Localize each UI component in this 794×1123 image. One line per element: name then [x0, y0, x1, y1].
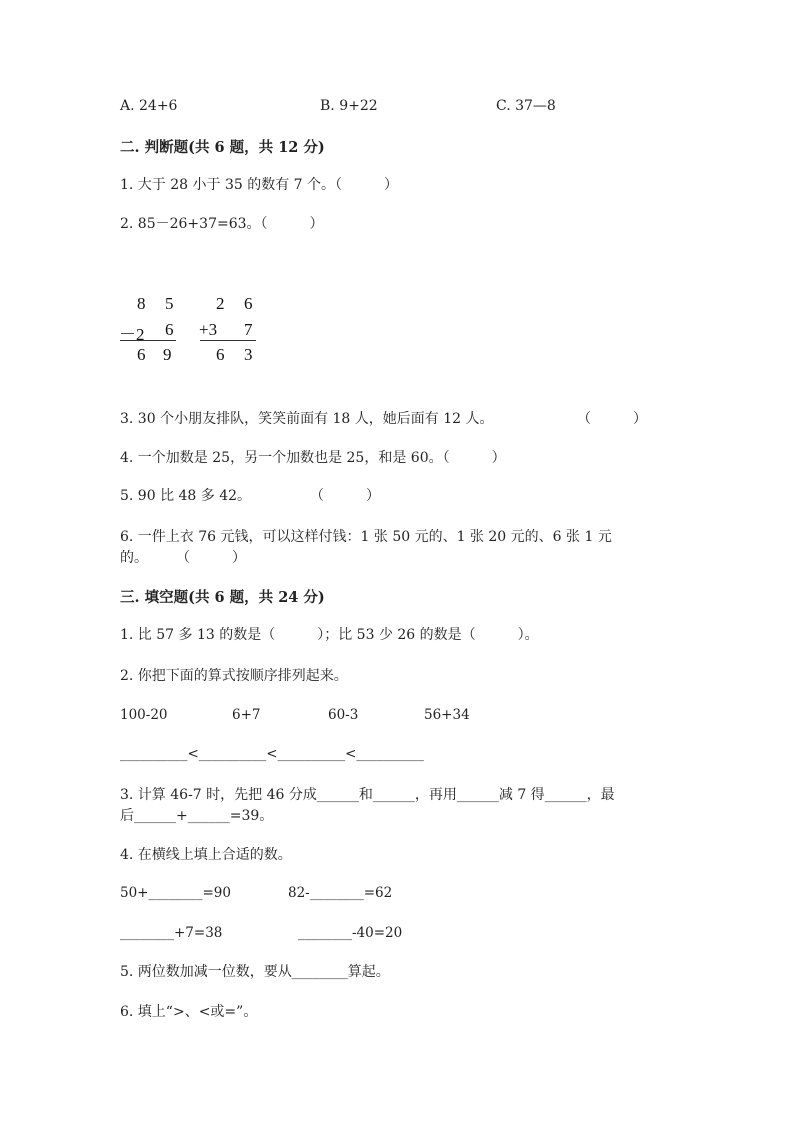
calculation-rule — [120, 340, 176, 341]
fill-blank-equation: 50+________=90 — [120, 885, 231, 901]
digit: 7 — [244, 320, 253, 339]
digit: 5 — [165, 294, 174, 313]
expression: 60-3 — [328, 707, 359, 723]
question-text: 3. 计算 46-7 时，先把 46 分成______和______，再用______减 7 得______，最 — [120, 787, 615, 803]
question-text: 2. 你把下面的算式按顺序排列起来。 — [120, 668, 348, 684]
fill-blank-equation: 82-________=62 — [288, 885, 393, 901]
answer-paren: （ ） — [577, 411, 647, 427]
digit: 6 — [165, 320, 174, 339]
question-text: 1. 比 57 多 13 的数是（ ）；比 53 少 26 的数是（ ）。 — [120, 627, 539, 643]
expression: 6+7 — [232, 707, 261, 723]
question-text: 1. 大于 28 小于 35 的数有 7 个。（ ） — [120, 177, 399, 193]
digit: 9 — [163, 345, 172, 364]
expression: 56+34 — [424, 707, 470, 723]
question-text: 6. 填上“>、<或=”。 — [120, 1004, 258, 1020]
digit: 6 — [244, 294, 253, 313]
choice-c: C. 37—8 — [496, 98, 556, 114]
question-text: 5. 两位数加减一位数，要从________算起。 — [120, 964, 390, 980]
digit: 6 — [137, 345, 146, 364]
answer-paren: （ ） — [310, 488, 380, 504]
digit: 8 — [137, 294, 146, 313]
question-text: 4. 一个加数是 25，另一个加数也是 25，和是 60。（ ） — [120, 450, 506, 466]
digit: +3 — [199, 320, 218, 339]
question-text: 后______+______=39。 — [120, 808, 274, 824]
choice-b: B. 9+22 — [320, 98, 378, 114]
section-heading-judgement: 二. 判断题(共 6 题，共 12 分) — [120, 139, 325, 156]
section-heading-fill-blank: 三. 填空题(共 6 题，共 24 分) — [120, 589, 325, 606]
digit: 2 — [216, 294, 225, 313]
calculation-rule — [200, 340, 256, 341]
question-text: 6. 一件上衣 76 元钱，可以这样付钱：1 张 50 元的、1 张 20 元的、6 张 1 元 — [120, 529, 612, 545]
question-text: 的。 （ ） — [120, 550, 246, 566]
fill-blank-equation: ________-40=20 — [298, 925, 403, 941]
digit: －2 — [119, 325, 145, 344]
fill-blank-equation: ________+7=38 — [120, 925, 223, 941]
digit: 6 — [216, 345, 225, 364]
ordering-blanks: __________<__________<__________<__________ — [120, 746, 424, 762]
question-text: 3. 30 个小朋友排队，笑笑前面有 18 人，她后面有 12 人。 — [120, 411, 494, 427]
question-text: 4. 在横线上填上合适的数。 — [120, 847, 292, 863]
choice-a: A. 24+6 — [120, 98, 178, 114]
expression: 100-20 — [120, 707, 168, 723]
question-text: 2. 85－26+37=63。（ ） — [120, 216, 324, 232]
question-text: 5. 90 比 48 多 42。 — [120, 488, 252, 504]
digit: 3 — [244, 345, 253, 364]
